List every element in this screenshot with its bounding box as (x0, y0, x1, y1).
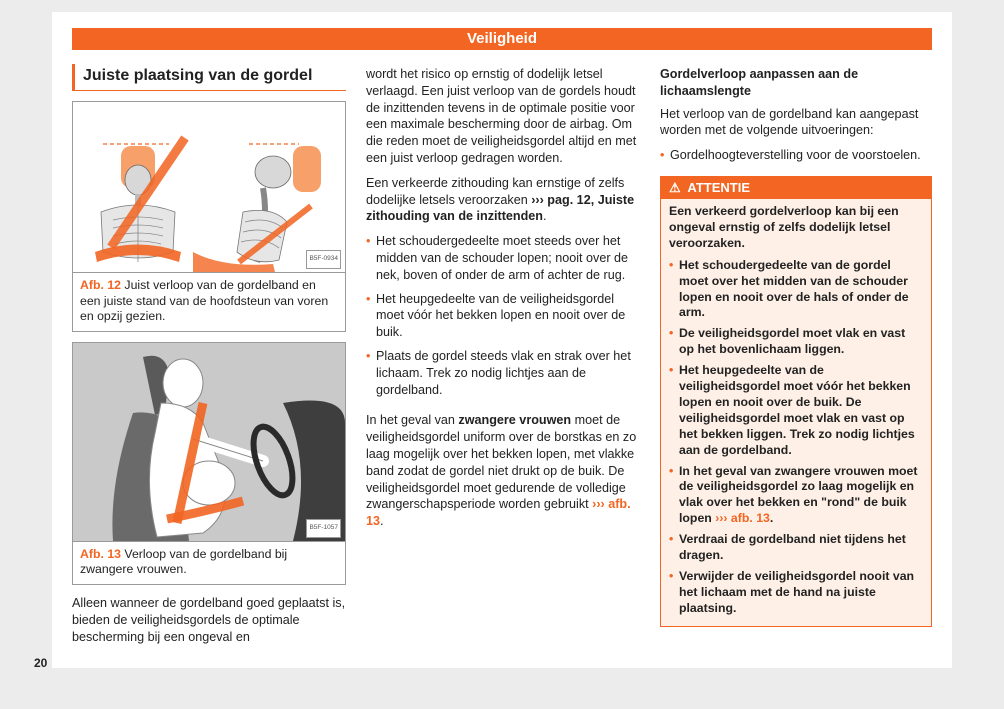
figure-13-illustration (73, 343, 345, 542)
warning-figure-13-link[interactable]: ››› afb. 13 (715, 511, 770, 526)
col2-bullet-1: • Het schoudergedeelte moet steeds over het midden van de schouder lopen; nooit over de nek, boven of onder de arm of achter de rug. (366, 233, 638, 283)
warning-title: ATTENTIE (687, 179, 750, 195)
col3-subheading: Gordelverloop aanpassen aan de lichaamslengte (660, 67, 859, 98)
column-left (72, 64, 346, 653)
warning-bullet-3: • Het heupgedeelte van de veiligheidsgordel moet vóór het bekken lopen en nooit over de buik. De veiligheidsgordel moet vlak en vast op het bekken liggen. Trek zo nodig lichtjes aan de gordelband. (669, 363, 923, 458)
col2-paragraph-3-b: moet de veiligheidsgordel uniform over de borstkas en zo laag mogelijk over het bekken lopen, met vlakke band zodat de gordel niet drukt op de buik. De veiligheidsgordel moet gedurende de volledige zwangerschapsperiode worden gebruikt (366, 413, 637, 512)
figure-13 (72, 342, 346, 585)
figure-13-caption (73, 542, 345, 584)
warning-body (661, 199, 931, 626)
col2-paragraph-2-end: . (543, 209, 547, 224)
col2-paragraph-3 (366, 412, 638, 530)
page-number: 20 (34, 656, 48, 670)
col2-bullet-2: • Het heupgedeelte van de veiligheidsgordel moet vóór het bekken lopen en nooit over de buik. (366, 291, 638, 341)
figure-13-code: B5F-1057 (306, 519, 341, 538)
col2-paragraph-1: wordt het risico op ernstig of dodelijk letsel verlaagd. Een juist verloop van de gordels houdt de inzittenden tevens in de optimale positie voor een maximale bescherming door de airbag. Om die reden moet de veiligheidsgordel altijd en met een juist verloop gedragen worden. (366, 67, 637, 165)
header-title: Veiligheid (466, 30, 538, 47)
pregnant-women-emphasis: zwangere vrouwen (458, 413, 572, 428)
col2-paragraph-2 (366, 175, 638, 225)
warning-bullet-1: • Het schoudergedeelte van de gordel moet over het midden van de schouder lopen en nooit over de hals of onder de arm. (669, 258, 923, 322)
warning-bullet-4-text: In het geval van zwangere vrouwen moet de veiligheidsgordel zo laag mogelijk en vlak over het bekken en "rond" de buik lopen (679, 463, 918, 526)
section-title: Juiste plaatsing van de gordel (72, 64, 346, 91)
column-middle (366, 66, 638, 538)
figure-12 (72, 101, 346, 332)
figure-13-link[interactable]: ››› afb. 13 (366, 497, 631, 529)
col1-tail-text: Alleen wanneer de gordelband goed geplaatst is, bieden de veiligheidsgordels de optimale bescherming bij een ongeval en (72, 595, 346, 644)
column-right (660, 66, 932, 627)
warning-bullet-2: • De veiligheidsgordel moet vlak en vast op het bovenlichaam liggen. (669, 326, 923, 358)
col3-paragraph-1: Het verloop van de gordelband kan aangepast worden met de volgende uitvoeringen: (660, 106, 919, 138)
warning-bullet-5: • Verdraai de gordelband niet tijdens het dragen. (669, 532, 923, 564)
col3-bullet-1: • Gordelhoogteverstelling voor de voorstoelen. (660, 147, 932, 164)
col2-bullet-3: • Plaats de gordel steeds vlak en strak over het lichaam. Trek zo nodig lichtjes aan de gordelband. (366, 348, 638, 398)
figure-12-caption-text: Juist verloop van de gordelband en een juiste stand van de hoofdsteun van voren en opzij gezien. (80, 278, 329, 324)
col2-paragraph-3-end: . (380, 514, 384, 529)
warning-bullet-4 (669, 464, 923, 528)
seating-position-link[interactable]: ››› pag. 12, Juiste zithouding van de inzittenden (366, 192, 635, 224)
figure-12-caption (73, 273, 345, 331)
warning-bullet-6: • Verwijder de veiligheidsgordel nooit van het lichaam met de hand na juiste plaatsing. (669, 569, 923, 617)
col2-paragraph-3-a: In het geval van (366, 413, 459, 428)
warning-bullet-4-end: . (769, 511, 774, 526)
col2-paragraph-2-text: Een verkeerde zithouding kan ernstige of zelfs dodelijke letsels veroorzaken (366, 175, 625, 207)
page-header (72, 28, 932, 50)
pregnant-driver-illustration (73, 343, 345, 541)
figure-13-label: Afb. 13 (80, 546, 121, 561)
seatbelt-front-side-illustration (73, 102, 345, 272)
figure-13-caption-text: Verloop van de gordelband bij zwangere vrouwen. (80, 546, 288, 577)
warning-box (660, 176, 932, 627)
figure-12-label: Afb. 12 (80, 278, 121, 292)
warning-intro: Een verkeerd gordelverloop kan bij een ongeval ernstig of zelfs dodelijk letsel veroorzaken. (669, 203, 899, 250)
warning-triangle-icon: ⚠ (669, 179, 681, 195)
figure-12-illustration (73, 102, 345, 273)
figure-12-code: B5F-0934 (306, 250, 341, 269)
warning-header (661, 177, 931, 199)
